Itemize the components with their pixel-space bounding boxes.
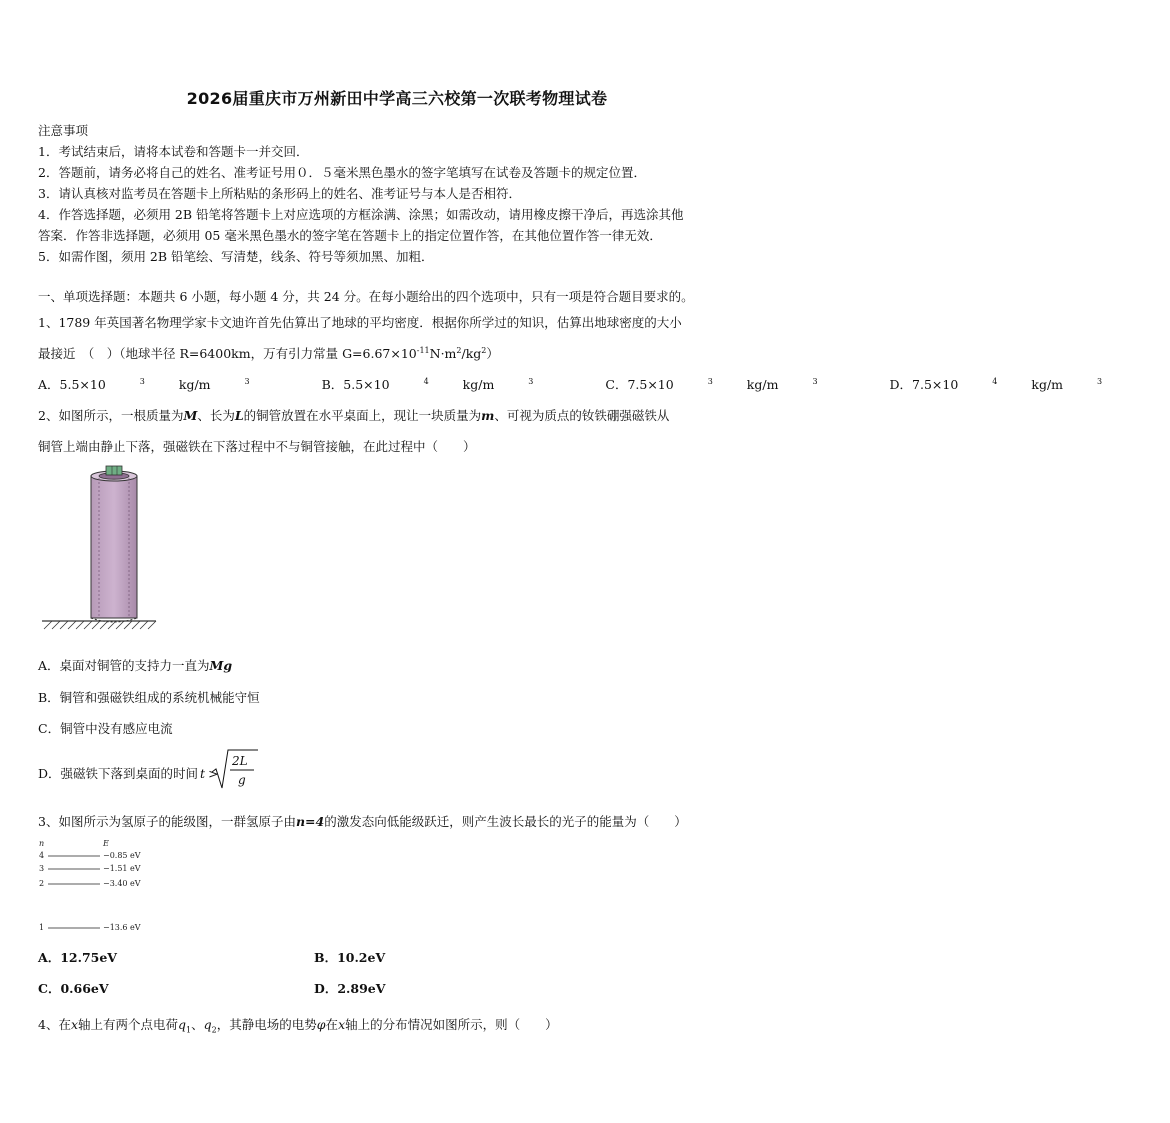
- q1-options: [38, 375, 1103, 393]
- note-item: 1．考试结束后，请将本试卷和答题卡一并交回．: [38, 144, 309, 159]
- q2-option-a[interactable]: [38, 656, 232, 674]
- q3-text: 的激发态向低能级跃迁，则产生波长最长的光子的能量为（ ）: [324, 814, 687, 829]
- page-title: 2026届重庆市万州新田中学高三六校第一次联考物理试卷: [186, 89, 608, 108]
- q4-symbol-x: x: [70, 1017, 79, 1032]
- q2-text: 的铜管放置在水平桌面上，现让一块质量为: [243, 408, 482, 423]
- q1-text: 最接近 （ ）（地球半径 R=6400km，万有引力常量 G=6.67×10: [38, 346, 417, 361]
- q4-subscript: 2: [211, 1025, 217, 1035]
- q1-exponent: 2: [456, 345, 462, 355]
- q3-symbol-n: n=4: [295, 814, 325, 829]
- q3-option-d[interactable]: D．2.89eV: [314, 981, 386, 996]
- q2-symbol-M: M: [183, 408, 198, 423]
- q2-option-c[interactable]: C．铜管中没有感应电流: [38, 721, 173, 736]
- note-item: 4．作答选择题，必须用 2B 铅笔将答题卡上对应选项的方框涂满、涂黑；如需改动，请用橡皮擦干净后，再选涂其他: [38, 207, 684, 222]
- option-label: A．5.5×10: [38, 377, 106, 392]
- sqrt-numerator: 2L: [232, 754, 248, 768]
- q4-symbol-q: q: [178, 1017, 187, 1032]
- q2-text: 2、如图所示，一根质量为: [38, 408, 184, 423]
- level-n-4: 4: [39, 851, 45, 860]
- note-item: 3．请认真核对监考员在答题卡上所粘贴的条形码上的姓名、准考证号与本人是否相符．: [38, 186, 521, 201]
- q4-stem: [38, 1015, 558, 1035]
- q4-symbol-phi: φ: [316, 1017, 326, 1032]
- notes-heading: 注意事项: [38, 123, 89, 138]
- sqrt-denominator: g: [238, 773, 246, 787]
- q2-stem-line1: [38, 406, 669, 424]
- q1-option-b[interactable]: [322, 375, 568, 393]
- q1-unit: N·m: [429, 346, 457, 361]
- option-exponent: 4: [992, 376, 998, 386]
- copper-tube-figure: [40, 466, 160, 632]
- option-symbol-t: t: [200, 766, 206, 781]
- option-exponent: 3: [139, 376, 145, 386]
- table-hatch: [44, 621, 156, 629]
- option-text: A．桌面对铜管的支持力一直为: [38, 658, 210, 673]
- option-exponent: 3: [1097, 376, 1103, 386]
- q3-text: 3、如图所示为氢原子的能级图，一群氢原子由: [38, 814, 296, 829]
- q2-symbol-L: L: [234, 408, 244, 423]
- q4-text: 轴上有两个点电荷: [78, 1017, 179, 1032]
- q4-subscript: 1: [186, 1025, 192, 1035]
- q1-stem-line1: 1、1789 年英国著名物理学家卡文迪许首先估算出了地球的平均密度．根据你所学过的知识，估算出地球密度的大小: [38, 315, 682, 330]
- level-n-3: 3: [39, 864, 45, 873]
- q1-option-d[interactable]: [890, 375, 1137, 393]
- q4-text: 轴上的分布情况如图所示，则（ ）: [345, 1017, 558, 1032]
- q1-exponent: 2: [481, 345, 487, 355]
- magnet: [106, 466, 122, 475]
- q4-symbol-x: x: [338, 1017, 346, 1032]
- option-unit: kg/m: [462, 377, 495, 392]
- q2-text: 、长为: [197, 408, 235, 423]
- level-energy-2: −3.40 eV: [103, 879, 141, 888]
- q1-unit: /kg: [461, 346, 482, 361]
- option-label: B．5.5×10: [321, 377, 390, 392]
- q2-option-b[interactable]: B．铜管和强磁铁组成的系统机械能守恒: [38, 690, 260, 705]
- q4-text: 、: [191, 1017, 204, 1032]
- option-exponent: 3: [244, 376, 250, 386]
- q1-stem-line2: [38, 344, 499, 362]
- option-text: D．强磁铁下落到桌面的时间: [38, 766, 199, 781]
- option-unit: kg/m: [178, 377, 211, 392]
- option-exponent: 3: [528, 376, 534, 386]
- q2-option-d[interactable]: [38, 754, 248, 788]
- q1-text: ）: [486, 346, 499, 361]
- q2-text: 、可视为质点的钕铁硼强磁铁从: [494, 408, 670, 423]
- level-n-1: 1: [39, 923, 45, 932]
- axis-label-n: n: [39, 839, 45, 848]
- axis-label-e: E: [103, 839, 109, 848]
- option-label: C．7.5×10: [605, 377, 674, 392]
- q1-option-a[interactable]: [38, 375, 284, 393]
- q3-option-a[interactable]: A．12.75eV: [38, 950, 117, 965]
- option-symbol: Mg: [209, 658, 233, 673]
- q4-text: 在: [325, 1017, 339, 1032]
- option-symbol-gt: >: [208, 766, 219, 781]
- q4-text: 4、在: [38, 1017, 71, 1032]
- tube-body: [91, 476, 137, 618]
- q3-stem: [38, 812, 687, 830]
- level-n-2: 2: [39, 879, 45, 888]
- q3-option-c[interactable]: C．0.66eV: [38, 981, 109, 996]
- energy-level-diagram: [36, 838, 166, 936]
- note-item: 5．如需作图，须用 2B 铅笔绘、写清楚，线条、符号等须加黑、加粗．: [38, 249, 434, 264]
- note-item: 2．答题前，请务必将自己的姓名、准考证号用０．５毫米黑色墨水的签字笔填写在试卷及答题卡的规定位置．: [38, 165, 646, 180]
- q4-text: ，其静电场的电势: [216, 1017, 317, 1032]
- sqrt-formula: [210, 748, 260, 792]
- q2-symbol-m: m: [481, 408, 495, 423]
- q3-option-b[interactable]: B．10.2eV: [314, 950, 386, 965]
- option-exponent: 3: [707, 376, 713, 386]
- level-energy-3: −1.51 eV: [103, 864, 141, 873]
- note-item: 答案．作答非选择题，必须用 05 毫米黑色墨水的签字笔在答题卡上的指定位置作答，在其他位置作答一律无效．: [38, 228, 662, 243]
- q1-option-c[interactable]: [605, 375, 851, 393]
- option-unit: kg/m: [746, 377, 779, 392]
- q1-exponent: -11: [416, 345, 430, 355]
- option-label: D．7.5×10: [889, 377, 959, 392]
- level-energy-1: −13.6 eV: [103, 923, 141, 932]
- option-exponent: 4: [423, 376, 429, 386]
- level-energy-4: −0.85 eV: [103, 851, 141, 860]
- q4-symbol-q: q: [203, 1017, 212, 1032]
- q2-stem-line2: 铜管上端由静止下落，强磁铁在下落过程中不与铜管接触，在此过程中（ ）: [38, 439, 476, 454]
- section-heading: 一、单项选择题：本题共 6 小题，每小题 4 分，共 24 分。在每小题给出的四个选项中，只有一项是符合题目要求的。: [38, 289, 694, 304]
- option-exponent: 3: [812, 376, 818, 386]
- option-unit: kg/m: [1031, 377, 1064, 392]
